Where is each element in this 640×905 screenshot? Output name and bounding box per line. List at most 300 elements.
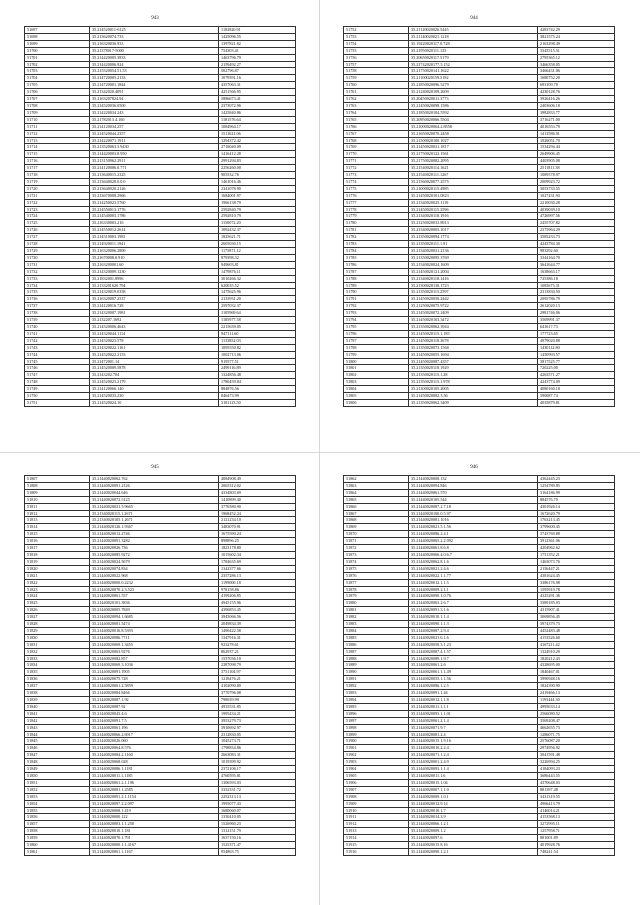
coordinate-table [24, 26, 296, 407]
point-id-cell: 51769 [344, 144, 409, 151]
point-id-cell: 51826 [25, 607, 90, 614]
value-cell: 3466358.05 [538, 61, 615, 68]
value-cell: 3069856.45 [538, 614, 615, 621]
table-row [344, 185, 615, 192]
coordinate-cell: 35.214320007.1981 [90, 310, 219, 317]
coordinate-cell: 35.21440020094.846 [409, 482, 538, 489]
value-cell: 4204962.62 [538, 545, 615, 552]
coordinate-cell: 35.216320007.2537 [90, 296, 219, 303]
value-cell: 1085675.31 [538, 282, 615, 289]
point-id-cell: 51888 [344, 655, 409, 662]
value-cell: 1019399.92 [219, 759, 296, 766]
coordinate-cell: 35.21450020121.2004 [409, 268, 538, 275]
point-id-cell: 51867 [344, 510, 409, 517]
table-row [25, 779, 296, 786]
value-cell: 2287098.79 [219, 662, 296, 669]
table-row [344, 703, 615, 710]
value-cell: 2649906.45 [538, 151, 615, 158]
table-row [344, 234, 615, 241]
value-cell: 879398.32 [219, 254, 296, 261]
coordinate-cell: 35.214320019.0358 [90, 289, 219, 296]
coordinate-cell: 35.214520044.2357 [90, 130, 219, 137]
table-row [25, 848, 296, 855]
value-cell: 4452483.48 [538, 627, 615, 634]
point-id-cell: 51773 [344, 172, 409, 179]
table-row [25, 766, 296, 773]
point-id-cell: 51709 [25, 109, 90, 116]
point-id-cell: 51784 [344, 248, 409, 255]
value-cell: 4334803.69 [219, 489, 296, 496]
point-id-cell: 51890 [344, 669, 409, 676]
value-cell: 4039039.10 [538, 206, 615, 213]
table-row [344, 600, 615, 607]
point-id-cell: 51834 [25, 662, 90, 669]
coordinate-cell: 35.215520054.51.53 [90, 68, 219, 75]
point-id-cell: 51842 [25, 717, 90, 724]
coordinate-cell: 35.21440020011.1.1185 [90, 772, 219, 779]
value-cell: 1966138.79 [219, 199, 296, 206]
point-id-cell: 51838 [25, 690, 90, 697]
point-id-cell: 51825 [25, 600, 90, 607]
table-row [25, 96, 296, 103]
value-cell: 2357286.13 [219, 572, 296, 579]
point-id-cell: 51756 [344, 54, 409, 61]
coordinate-cell: 35.214320044.1114 [90, 330, 219, 337]
point-id-cell: 51772 [344, 165, 409, 172]
value-cell: 4102090.80 [219, 683, 296, 690]
table-row [344, 75, 615, 82]
coordinate-cell: 35.21250020075.9722 [409, 303, 538, 310]
coordinate-cell: 35.21450020072.2409 [409, 310, 538, 317]
coordinate-cell: 35.2133201620.794 [90, 282, 219, 289]
point-id-cell: 51874 [344, 558, 409, 565]
point-id-cell: 51720 [25, 185, 90, 192]
table-row [344, 835, 615, 842]
point-id-cell: 51818 [25, 551, 90, 558]
value-cell: 905532.76 [219, 172, 296, 179]
point-id-cell: 51881 [344, 607, 409, 614]
value-cell: 3990948.16 [538, 676, 615, 683]
value-cell: 3569991.37 [538, 317, 615, 324]
point-id-cell: 51708 [25, 102, 90, 109]
table-row [344, 165, 615, 172]
point-id-cell: 51852 [25, 786, 90, 793]
table-row [25, 254, 296, 261]
coordinate-cell: 35.21440020012.1.1.8 [409, 697, 538, 704]
coordinate-cell: 35.21440020081.1016 [409, 517, 538, 524]
coordinate-cell: 35.21440020087.4.1.57 [409, 648, 538, 655]
coordinate-cell: 35.21440020085.9272 [90, 551, 219, 558]
point-id-cell: 51850 [25, 772, 90, 779]
value-cell: 978158.86 [219, 586, 296, 593]
value-cell: 3910692.97 [219, 724, 296, 731]
table-row [344, 614, 615, 621]
value-cell: 3041591.48 [538, 752, 615, 759]
table-row [344, 627, 615, 634]
value-cell: 881397.48 [538, 786, 615, 793]
value-cell: 1079591.16 [219, 75, 296, 82]
coordinate-cell: 35.214220034.243 [90, 109, 219, 116]
point-id-cell: 51793 [344, 310, 409, 317]
coordinate-cell: 35.21120020026.5445 [409, 27, 538, 34]
table-row [344, 551, 615, 558]
table-row [25, 586, 296, 593]
point-id-cell: 51760 [344, 82, 409, 89]
point-id-cell: 51863 [344, 482, 409, 489]
table-row [25, 621, 296, 628]
coordinate-cell: 35.21440020081.2.4 [409, 731, 538, 738]
value-cell: 4396853.45 [219, 607, 296, 614]
coordinate-cell: 35.21340020105.1.2671 [90, 517, 219, 524]
table-row [344, 558, 615, 565]
point-id-cell: 51759 [344, 75, 409, 82]
point-id-cell: 51868 [344, 517, 409, 524]
point-id-cell: 51849 [25, 766, 90, 773]
value-cell: 3483070.91 [219, 524, 296, 531]
value-cell: 919577.51 [219, 358, 296, 365]
coordinate-cell: 35.21342020.4091 [90, 89, 219, 96]
table-row [25, 724, 296, 731]
table-row [25, 296, 296, 303]
point-id-cell: 51833 [25, 655, 90, 662]
coordinate-cell: 35.21440020081.1.2585 [90, 786, 219, 793]
value-cell: 2121234.10 [219, 517, 296, 524]
value-cell: 2373072.96 [219, 102, 296, 109]
table-row [344, 393, 615, 400]
coordinate-cell: 35.21350020115.2597 [409, 289, 538, 296]
table-row [344, 96, 615, 103]
table-row [344, 358, 615, 365]
value-cell: 4184093.23 [538, 766, 615, 773]
value-cell: 3272995.11 [538, 821, 615, 828]
point-id-cell: 51776 [344, 192, 409, 199]
coordinate-cell: 35.21450020118.3678 [409, 337, 538, 344]
coordinate-cell: 35.21350020095.3769 [409, 254, 538, 261]
value-cell: 2511811.38 [538, 165, 615, 172]
table-row [25, 310, 296, 317]
value-cell: 1425096.55 [219, 33, 296, 40]
coordinate-cell: 35.21440020021.6.1.6 [409, 634, 538, 641]
value-cell: 3344164.70 [538, 254, 615, 261]
point-id-cell: 51889 [344, 662, 409, 669]
point-id-cell: 51724 [25, 213, 90, 220]
table-row [344, 40, 615, 47]
table-row [344, 172, 615, 179]
coordinate-cell: 35.214420006.924 [90, 61, 219, 68]
point-id-cell: 51788 [344, 275, 409, 282]
coordinate-cell: 35.21340020024.1609 [409, 261, 538, 268]
point-id-cell: 51893 [344, 690, 409, 697]
coordinate-cell: 35.21440020068.028 [90, 759, 219, 766]
value-cell: 1027431.93 [538, 192, 615, 199]
page-divider-horizontal [0, 452, 640, 453]
value-cell: 4662655.73 [538, 724, 615, 731]
coordinate-cell: 35.21440020050.3.1.23 [409, 641, 538, 648]
coordinate-cell: 35.21440020091.7.5 [90, 717, 219, 724]
point-id-cell: 51840 [25, 703, 90, 710]
coordinate-cell: 35.21440020089.1.9.7 [409, 655, 538, 662]
value-cell: 1425840.86 [219, 109, 296, 116]
value-cell: 1490422.58 [219, 627, 296, 634]
point-id-cell: 51802 [344, 372, 409, 379]
coordinate-cell: 35.21350020115.1.978 [409, 379, 538, 386]
point-id-cell: 51864 [344, 489, 409, 496]
point-id-cell: 51878 [344, 586, 409, 593]
point-id-cell: 51829 [25, 627, 90, 634]
value-cell: 4243774.09 [538, 379, 615, 386]
coordinate-cell: 35.21440020026.736 [90, 545, 219, 552]
point-id-cell: 51707 [25, 96, 90, 103]
table-row [25, 351, 296, 358]
value-cell: 884576.70 [538, 496, 615, 503]
point-id-cell: 51848 [25, 759, 90, 766]
value-cell: 1105969.64 [219, 310, 296, 317]
value-cell: 754303.41 [219, 47, 296, 54]
point-id-cell: 51860 [25, 842, 90, 849]
table-row [344, 178, 615, 185]
value-cell: 3799600.45 [538, 524, 615, 531]
point-id-cell: 51721 [25, 192, 90, 199]
value-cell: 3431319.55 [538, 793, 615, 800]
value-cell: 949603.81 [219, 261, 296, 268]
point-id-cell: 51896 [344, 710, 409, 717]
value-cell: 3585233.73 [538, 234, 615, 241]
coordinate-cell: 35.21440020097.6 [409, 835, 538, 842]
table-row [25, 538, 296, 545]
coordinate-cell: 35.21950020111.135 [409, 47, 538, 54]
value-cell: 798039.99 [219, 697, 296, 704]
table-row [344, 545, 615, 552]
value-cell: 2605030.15 [219, 241, 296, 248]
point-id-cell: 51809 [25, 489, 90, 496]
point-id-cell: 51885 [344, 634, 409, 641]
coordinate-cell: 35.21440020008.132 [409, 476, 538, 483]
table-row [25, 130, 296, 137]
coordinate-cell: 35.21100020159.5182 [409, 75, 538, 82]
point-id-cell: 51841 [25, 710, 90, 717]
value-cell: 2215639.05 [219, 323, 296, 330]
table-row [344, 655, 615, 662]
value-cell: 3982833.77 [538, 109, 615, 116]
point-id-cell: 51853 [25, 793, 90, 800]
value-cell: 1324856.48 [219, 372, 296, 379]
value-cell: 641617.73 [538, 323, 615, 330]
table-row [25, 337, 296, 344]
table-row [344, 337, 615, 344]
value-cell: 4019928.76 [538, 842, 615, 849]
point-id-cell: 51706 [25, 89, 90, 96]
table-row [344, 310, 615, 317]
coordinate-cell: 35.21440020062.762 [90, 476, 219, 483]
value-cell: 3352331.72 [219, 786, 296, 793]
value-cell: 2403606.18 [538, 102, 615, 109]
coordinate-cell: 35.21440020000.0.2232 [90, 579, 219, 586]
table-row [344, 482, 615, 489]
point-id-cell: 51738 [25, 310, 90, 317]
value-cell: 1995077.43 [219, 800, 296, 807]
coordinate-cell: 35.214520009.5878 [90, 365, 219, 372]
point-id-cell: 51731 [25, 261, 90, 268]
coordinate-cell: 35.21440020066.2.6917 [90, 731, 219, 738]
point-id-cell: 51839 [25, 697, 90, 704]
table-row [25, 213, 296, 220]
point-id-cell: 51771 [344, 158, 409, 165]
point-id-cell: 51799 [344, 351, 409, 358]
point-id-cell: 51883 [344, 621, 409, 628]
coordinate-cell: 35.21440020091.3282 [90, 538, 219, 545]
value-cell: 1511621.06 [219, 130, 296, 137]
value-cell: 3466431.06 [538, 68, 615, 75]
point-id-cell: 51786 [344, 261, 409, 268]
value-cell: 3945066.56 [219, 614, 296, 621]
table-row [25, 102, 296, 109]
table-row [25, 158, 296, 165]
value-cell: 1780459.84 [219, 379, 296, 386]
coordinate-cell: 35.21750020122.1561 [409, 151, 538, 158]
coordinate-cell: 35.21440020011.1.6 [409, 772, 538, 779]
coordinate-cell: 35.21850020104.5592 [409, 109, 538, 116]
table-row [344, 275, 615, 282]
coordinate-cell: 35.21440020090.1.2.1 [409, 848, 538, 855]
value-cell: 4760595.81 [219, 772, 296, 779]
point-id-cell: 51718 [25, 172, 90, 179]
point-id-cell: 51907 [344, 786, 409, 793]
value-cell: 1534294.44 [538, 144, 615, 151]
point-id-cell: 51727 [25, 234, 90, 241]
table-row [25, 496, 296, 503]
coordinate-cell: 35.21440020091.1.44 [409, 690, 538, 697]
point-id-cell: 51912 [344, 821, 409, 828]
point-id-cell: 51911 [344, 814, 409, 821]
point-id-cell: 51902 [344, 752, 409, 759]
table-row [344, 821, 615, 828]
coordinate-cell: 35.2163200001.60 [90, 261, 219, 268]
table-row [344, 752, 615, 759]
table-row [25, 745, 296, 752]
point-id-cell: 51910 [344, 807, 409, 814]
table-row [25, 641, 296, 648]
point-id-cell: 51856 [25, 814, 90, 821]
table-row [25, 738, 296, 745]
coordinate-cell: 35.21440020071.1.2.4 [409, 752, 538, 759]
value-cell: 1397821.82 [219, 40, 296, 47]
table-row [344, 676, 615, 683]
table-row [25, 75, 296, 82]
coordinate-cell: 35.214420005.3833 [90, 54, 219, 61]
table-row [344, 123, 615, 130]
value-cell: 4283742.29 [538, 27, 615, 34]
coordinate-cell: 35.21350020115.1.28 [409, 372, 538, 379]
value-cell: 5886673.41 [219, 96, 296, 103]
point-id-cell: 51702 [25, 61, 90, 68]
coordinate-cell: 35.21450020115.1.185 [409, 330, 538, 337]
coordinate-cell: 35.21350020073.1568 [409, 344, 538, 351]
coordinate-cell: 35.21250020033.8913 [409, 220, 538, 227]
coordinate-cell: 35.214510003.1981 [90, 234, 219, 241]
table-row [25, 330, 296, 337]
point-id-cell: 51865 [344, 496, 409, 503]
coordinate-cell: 35.21750020082.2095 [409, 158, 538, 165]
point-id-cell: 51751 [25, 399, 90, 406]
value-cell: 1430112.80 [538, 344, 615, 351]
table-row [344, 399, 615, 406]
coordinate-cell: 35.21440020001.2.4.9 [409, 759, 538, 766]
point-id-cell: 51714 [25, 144, 90, 151]
table-row [344, 47, 615, 54]
value-cell: 1342377.66 [219, 565, 296, 572]
coordinate-cell: 35.21440020090.1.1.3 [409, 621, 538, 628]
value-cell: 3181123.50 [219, 399, 296, 406]
coordinate-cell: 35.21440020000.1.1.4167 [90, 842, 219, 849]
table-row [25, 683, 296, 690]
point-id-cell: 51797 [344, 337, 409, 344]
table-row [344, 476, 615, 483]
coordinate-cell: 35.21440020068.1.419 [90, 807, 219, 814]
coordinate-cell: 35.21350020111.1.91 [409, 241, 538, 248]
coordinate-cell: 35.214720005.2133 [90, 75, 219, 82]
coordinate-cell: 35.21440020087.92 [90, 703, 219, 710]
value-cell: 2592810.79 [219, 213, 296, 220]
page-number: 945 [151, 465, 159, 470]
table-row [25, 731, 296, 738]
point-id-cell: 51903 [344, 759, 409, 766]
coordinate-cell: 35.21340020115.1.2671 [90, 510, 219, 517]
point-id-cell: 51729 [25, 248, 90, 255]
point-id-cell: 51808 [25, 482, 90, 489]
value-cell: 3686443.55 [538, 772, 615, 779]
table-row [344, 109, 615, 116]
point-id-cell: 51755 [344, 47, 409, 54]
table-row [25, 517, 296, 524]
table-row [344, 330, 615, 337]
value-cell: 947111.60 [219, 330, 296, 337]
coordinate-cell: 35.21440020061.1.1167 [90, 848, 219, 855]
page-number: 943 [151, 16, 159, 21]
value-cell: 1526960.23 [219, 821, 296, 828]
table-row [25, 510, 296, 517]
point-id-cell: 51779 [344, 213, 409, 220]
table-row [25, 607, 296, 614]
coordinate-cell: 35.214220071.1911 [90, 137, 219, 144]
value-cell: 1479876.11 [219, 268, 296, 275]
coordinate-cell: 35.21440020081.5474 [90, 621, 219, 628]
table-row [344, 379, 615, 386]
coordinate-cell: 35.214520006.4643 [90, 323, 219, 330]
value-cell: 1257958.71 [538, 828, 615, 835]
value-cell: 1175871.12 [219, 248, 296, 255]
point-id-cell: 51899 [344, 731, 409, 738]
point-id-cell: 51717 [25, 165, 90, 172]
point-id-cell: 51775 [344, 185, 409, 192]
point-id-cell: 51837 [25, 683, 90, 690]
coordinate-cell: 35.214120066.140 [90, 386, 219, 393]
point-id-cell: 51732 [25, 268, 90, 275]
value-cell: 4325291.36 [538, 593, 615, 600]
value-cell: 4403905.08 [538, 158, 615, 165]
point-id-cell: 51744 [25, 351, 90, 358]
point-id-cell: 51844 [25, 731, 90, 738]
table-row [25, 116, 296, 123]
value-cell: 4357063.31 [219, 82, 296, 89]
value-cell: 1416412.28 [219, 151, 296, 158]
coordinate-cell: 35.21832001.8996 [90, 275, 219, 282]
value-cell: 1824390.90 [538, 683, 615, 690]
coordinate-cell: 35.21440020097.2.2.097 [90, 800, 219, 807]
point-id-cell: 51743 [25, 344, 90, 351]
point-id-cell: 51804 [344, 386, 409, 393]
value-cell: 1347916.31 [219, 634, 296, 641]
page-number: 944 [470, 16, 478, 21]
